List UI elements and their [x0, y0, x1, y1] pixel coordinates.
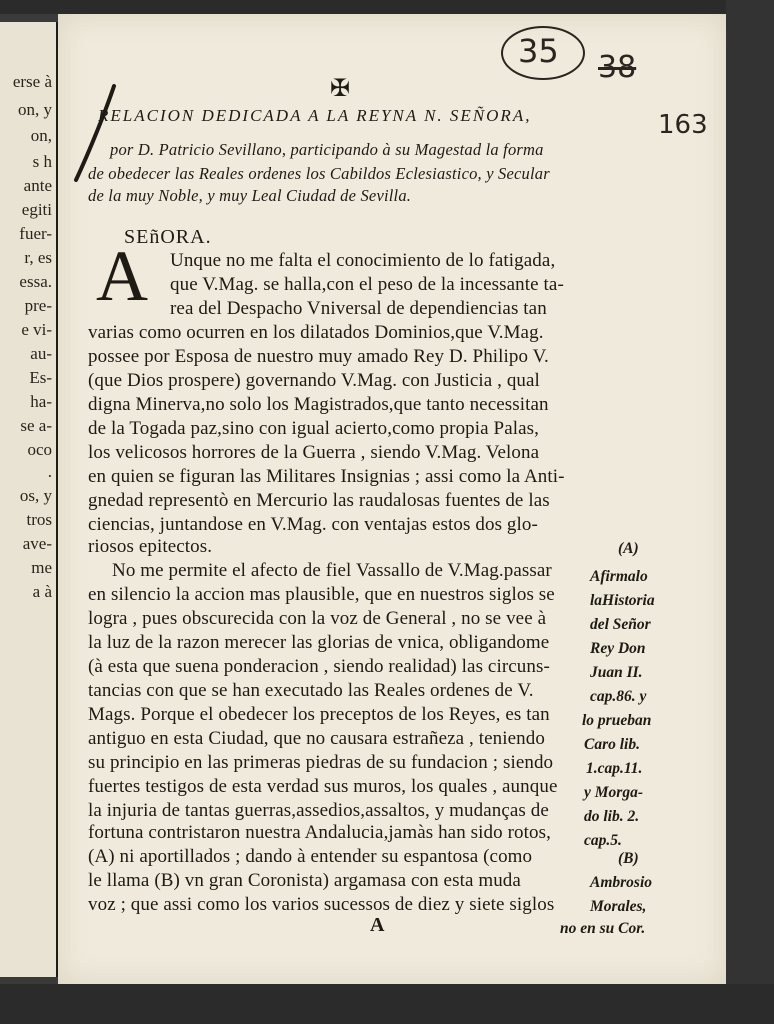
margin-note: Afirmalo — [590, 568, 648, 585]
left-fragment: ave- — [22, 534, 52, 553]
body-line: en quien se figuran las Militares Insignias ; assi como la Anti- — [88, 466, 565, 487]
body-line: la injuria de tantas guerras,assedios,assaltos, y mudanças de — [88, 800, 549, 821]
body-line: los velicosos horrores de la Guerra , siendo V.Mag. Velona — [88, 442, 540, 463]
body-line: que V.Mag. se halla,con el peso de la incessante ta- — [170, 274, 564, 295]
left-fragment: tros — [26, 510, 52, 529]
left-fragment: fuer- — [19, 224, 52, 243]
body-line: le llama (B) vn gran Coronista) argamasa con esta muda — [88, 870, 521, 891]
margin-note: (A) — [618, 540, 639, 557]
left-fragment: . — [47, 462, 52, 481]
margin-note: no en su Cor. — [560, 920, 646, 937]
body-line: (que Dios prospere) governando V.Mag. con Justicia , qual — [88, 370, 540, 391]
left-fragment: se a- — [20, 416, 52, 435]
body-line: logra , pues obscurecida con la voz de General , no se vee à — [88, 608, 547, 629]
body-line: possee por Esposa de nuestro muy amado Rey D. Philipo V. — [88, 346, 549, 367]
cross-ornament: ✠ — [330, 76, 351, 102]
scan-right-border — [726, 0, 774, 1024]
body-line: fuertes testigos de esta verdad sus muros, los quales , aunque — [88, 776, 558, 797]
body-line: Mags. Porque el obedecer los preceptos de los Reyes, es tan — [88, 704, 550, 725]
body-line: tancias con que se han executado las Reales ordenes de V. — [88, 680, 534, 701]
folio-circled-number: 35 — [518, 32, 559, 70]
margin-note: cap.5. — [584, 832, 622, 849]
margin-note: Ambrosio — [590, 874, 653, 891]
body-line: la luz de la razon merecer las glorias de vnica, obligandome — [88, 632, 550, 653]
body-line: rea del Despacho Vniversal de dependiencias tan — [170, 298, 547, 319]
body-line: antiguo en esta Ciudad, que no causara estrañeza , teniendo — [88, 728, 545, 749]
body-line: digna Minerva,no solo los Magistrados,que tanto necessitan — [88, 394, 549, 415]
margin-note: laHistoria — [590, 592, 655, 609]
body-line: voz ; que assi como los varios sucessos de diez y siete siglos — [88, 894, 555, 915]
margin-note: 1.cap.11. — [586, 760, 643, 777]
drop-cap: A — [96, 236, 148, 316]
left-fragment: au- — [30, 344, 52, 363]
body-line: su principio en las primeras piedras de su fundacion ; siendo — [88, 752, 554, 773]
left-fragment: on, y — [18, 100, 52, 119]
title-line-4: de la muy Noble, y muy Leal Ciudad de Sevilla. — [88, 186, 412, 205]
title-line-1: RELACION DEDICADA A LA REYNA N. SEÑORA, — [98, 106, 532, 125]
margin-note: Juan II. — [590, 664, 643, 681]
body-line: (à esta que suena ponderacion , siendo realidad) las circuns- — [88, 656, 550, 677]
left-fragment: erse à — [12, 72, 52, 91]
margin-note: cap.86. y — [590, 688, 647, 705]
left-fragment: s h — [32, 152, 52, 171]
left-page-edge — [0, 22, 59, 977]
folio-struck-number: 38 — [598, 50, 637, 85]
body-line: riosos epitectos. — [88, 536, 213, 557]
left-fragment: Es- — [29, 368, 52, 387]
left-fragment: ha- — [30, 392, 52, 411]
body-line: en silencio la accion mas plausible, que en nuestros siglos se — [88, 584, 555, 605]
margin-note: Caro lib. — [584, 736, 640, 753]
body-line: fortuna contristaron nuestra Andalucia,jamàs han sido rotos, — [88, 822, 551, 843]
title-line-3: de obedecer las Reales ordenes los Cabildos Eclesiastico, y Secular — [88, 164, 550, 183]
margin-note: Morales, — [590, 898, 647, 915]
body-line: (A) ni aportillados ; dando à entender su espantosa (como — [88, 846, 533, 867]
margin-note: do lib. 2. — [584, 808, 640, 825]
left-fragment: a à — [32, 582, 52, 601]
left-fragment: egiti — [21, 200, 52, 219]
left-fragment: on, — [30, 126, 52, 145]
scan-bottom-border — [0, 984, 774, 1024]
left-fragment: oco — [27, 440, 52, 459]
body-line: gnedad representò en Mercurio las raudalosas fuentes de las — [88, 490, 550, 511]
signature-mark: A — [370, 914, 385, 936]
margin-note: y Morga- — [584, 784, 643, 801]
body-line: de la Togada paz,sino con igual acierto,como propia Palas, — [88, 418, 540, 439]
document-page — [58, 14, 726, 984]
body-line: varias como ocurren en los dilatados Dominios,que V.Mag. — [88, 322, 544, 343]
left-fragment: r, es — [24, 248, 52, 267]
body-line: No me permite el afecto de fiel Vassallo de V.Mag.passar — [112, 560, 552, 581]
left-fragment: os, y — [19, 486, 52, 505]
left-fragment: me — [31, 558, 52, 577]
margin-note: (B) — [618, 850, 639, 867]
scan-top-border — [0, 0, 774, 14]
body-line: Unque no me falta el conocimiento de lo fatigada, — [170, 250, 556, 271]
folio-right-number: 163 — [658, 110, 708, 140]
left-fragment: essa. — [19, 272, 52, 291]
left-fragment: pre- — [24, 296, 52, 315]
left-fragment: e vi- — [21, 320, 52, 339]
margin-note: del Señor — [590, 616, 651, 633]
salutation: SEñORA. — [124, 226, 212, 248]
margin-note: lo prueban — [582, 712, 652, 729]
title-line-2: por D. Patricio Sevillano, participando à su Magestad la forma — [110, 140, 544, 159]
left-fragment: ante — [23, 176, 52, 195]
margin-note: Rey Don — [590, 640, 646, 657]
body-line: ciencias, juntandose en V.Mag. con ventajas estos dos glo- — [88, 514, 538, 535]
